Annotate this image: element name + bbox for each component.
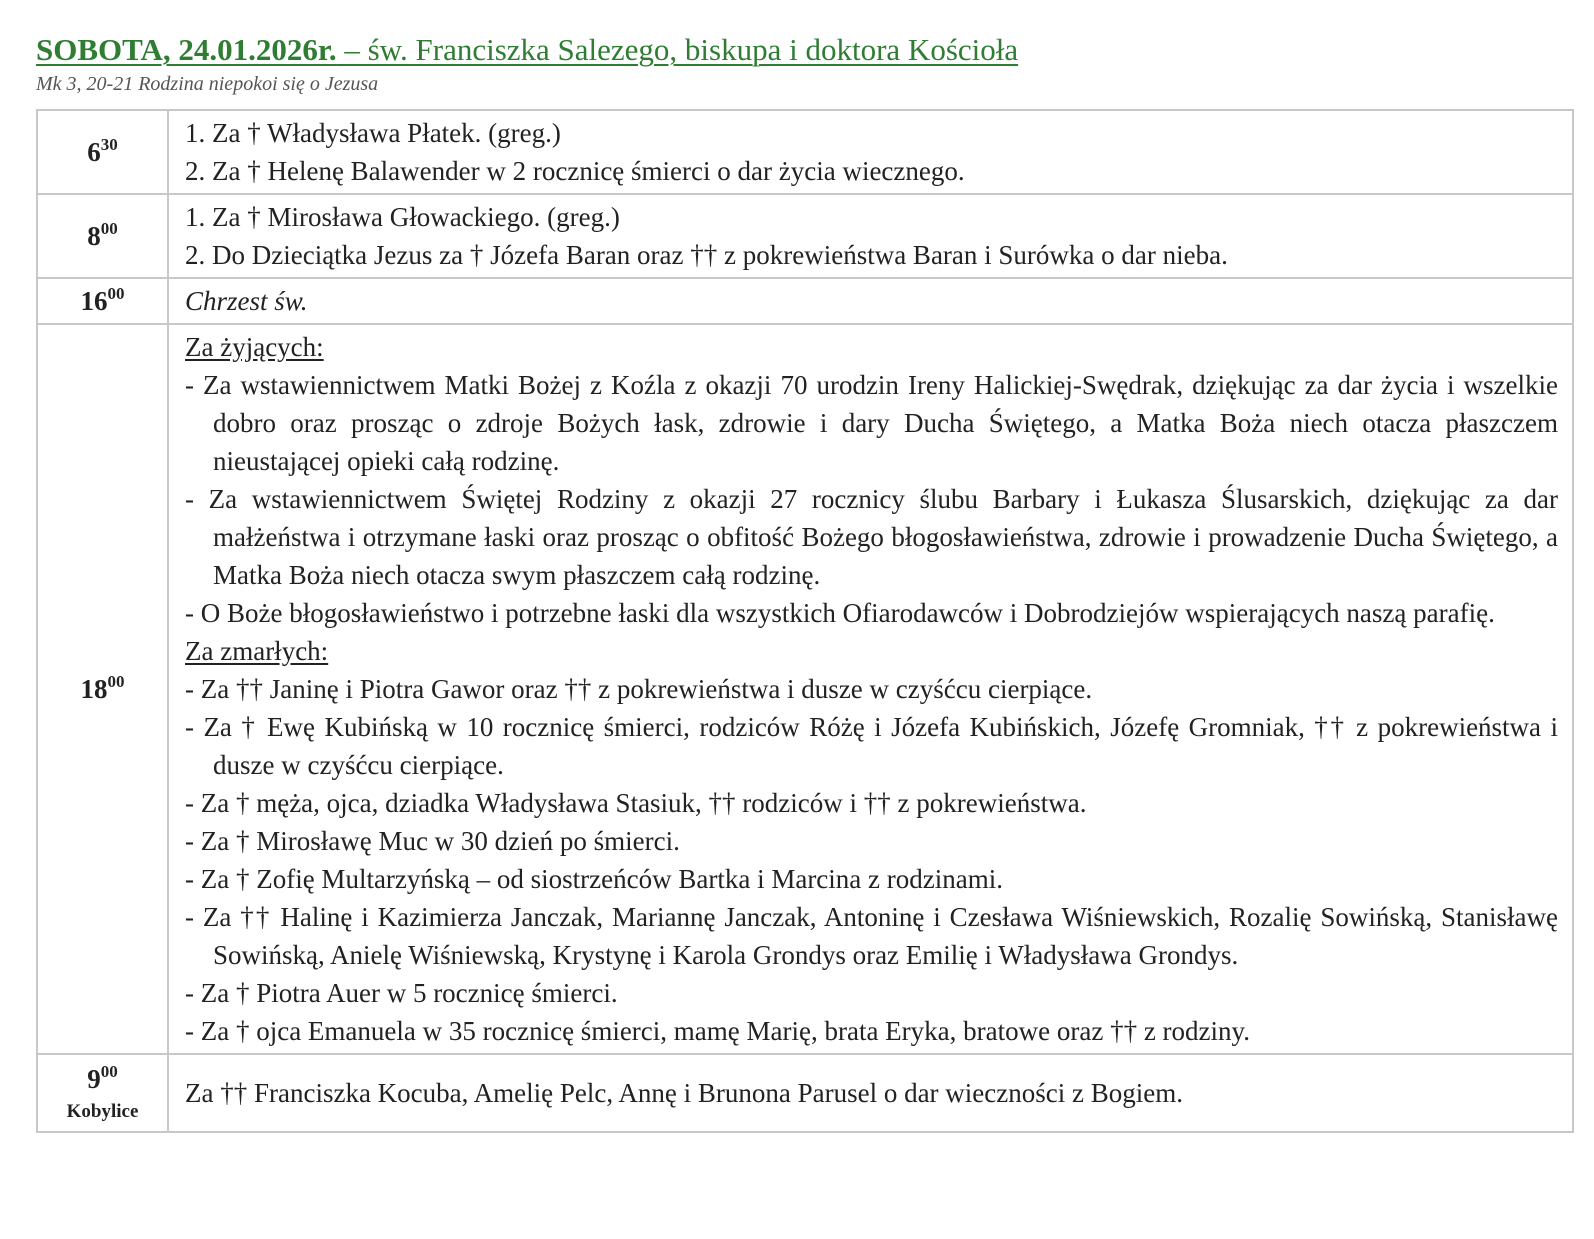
mass-location: Kobylice <box>66 1100 139 1122</box>
title-date: SOBOTA, 24.01.2026r. <box>36 32 337 67</box>
intention-line: 2. Do Dzieciątka Jezus za † Józefa Baran oraz †† z pokrewieństwa Baran i Surówka o dar nieba. <box>185 240 1228 270</box>
intention-item: - Za † ojca Emanuela w 35 rocznicę śmierci, mamę Marię, brata Eryka, bratowe oraz †† z rodziny. <box>185 1016 1251 1046</box>
mass-schedule-table <box>36 109 1574 1133</box>
mass-intentions <box>168 278 1573 324</box>
mass-intentions <box>168 194 1573 278</box>
gospel-reference: Mk 3, 20-21 Rodzina niepokoi się o Jezusa <box>36 73 379 95</box>
intention-item: - Za † Mirosławę Muc w 30 dzień po śmierci. <box>185 826 680 856</box>
intention-line: 1. Za † Władysława Płatek. (greg.) <box>185 118 561 148</box>
intention-item: - Za †† Janinę i Piotra Gawor oraz †† z pokrewieństwa i dusze w czyśćcu cierpiące. <box>185 674 1093 704</box>
page-title <box>36 30 1018 70</box>
intention-item: - O Boże błogosławieństwo i potrzebne łaski dla wszystkich Ofiarodawców i Dobrodziejów wspierających naszą parafię. <box>185 598 1495 628</box>
intention-item: - Za †† Halinę i Kazimierza Janczak, Mariannę Janczak, Antoninę i Czesława Wiśniewskich, Rozalię Sowińską, Stanisławę Sowińską, Anielę Wiśniewską, Krystynę i Karola Grondys oraz Emilię i Władysława Grondys. <box>185 902 1558 970</box>
baptism-note: Chrzest św. <box>185 286 308 316</box>
schedule-row <box>37 1054 1573 1132</box>
intention-line: 2. Za † Helenę Balawender w 2 rocznicę śmierci o dar życia wiecznego. <box>185 156 965 186</box>
mass-time: $9^{00}$ Kobylice <box>37 1054 168 1132</box>
schedule-row <box>37 278 1573 324</box>
title-feast: – św. Franciszka Salezego, biskupa i doktora Kościoła <box>336 32 1019 67</box>
mass-time: $8^{00}$ <box>37 194 168 278</box>
mass-intentions <box>168 324 1573 1054</box>
schedule-row <box>37 110 1573 194</box>
intention-item: - Za † Zofię Multarzyńską – od siostrzeńców Bartka i Marcina z rodzinami. <box>185 864 1003 894</box>
mass-intentions <box>168 1054 1573 1132</box>
living-section-header: Za żyjących: <box>185 332 324 362</box>
mass-time: $18^{00}$ <box>37 324 168 1054</box>
intention-item: - Za † Ewę Kubińską w 10 rocznicę śmierci, rodziców Różę i Józefa Kubińskich, Józefę Gromniak, †† z pokrewieństwa i dusze w czyśćcu cierpiące. <box>185 712 1558 780</box>
intention-item: - Za † Piotra Auer w 5 rocznicę śmierci. <box>185 978 618 1008</box>
intention-item: - Za wstawiennictwem Świętej Rodziny z okazji 27 rocznicy ślubu Barbary i Łukasza Ślusarskich, dziękując za dar małżeństwa i otrzymane łaski oraz prosząc o obfitość Bożego błogosławieństwa, zdrowie i prowadzenie Ducha Świętego, a Matka Boża niech otacza swym płaszczem całą rodzinę. <box>185 484 1558 590</box>
schedule-row <box>37 324 1573 1054</box>
mass-time: $6^{30}$ <box>37 110 168 194</box>
schedule-row <box>37 194 1573 278</box>
mass-time: $16^{00}$ <box>37 278 168 324</box>
mass-intentions <box>168 110 1573 194</box>
intention-item: - Za wstawiennictwem Matki Bożej z Koźla z okazji 70 urodzin Ireny Halickiej-Swędrak, dziękując za dar życia i wszelkie dobro oraz prosząc o zdroje Bożych łask, zdrowie i dary Ducha Świętego, a Matka Boża niech otacza płaszczem nieustającej opieki całą rodzinę. <box>185 370 1558 476</box>
intention-item: - Za † męża, ojca, dziadka Władysława Stasiuk, †† rodziców i †† z pokrewieństwa. <box>185 788 1087 818</box>
intention-line: Za †† Franciszka Kocuba, Amelię Pelc, Annę i Brunona Parusel o dar wieczności z Bogiem. <box>185 1078 1183 1108</box>
page-header <box>36 30 1018 96</box>
intention-line: 1. Za † Mirosława Głowackiego. (greg.) <box>185 202 620 232</box>
deceased-section-header: Za zmarłych: <box>185 636 329 666</box>
